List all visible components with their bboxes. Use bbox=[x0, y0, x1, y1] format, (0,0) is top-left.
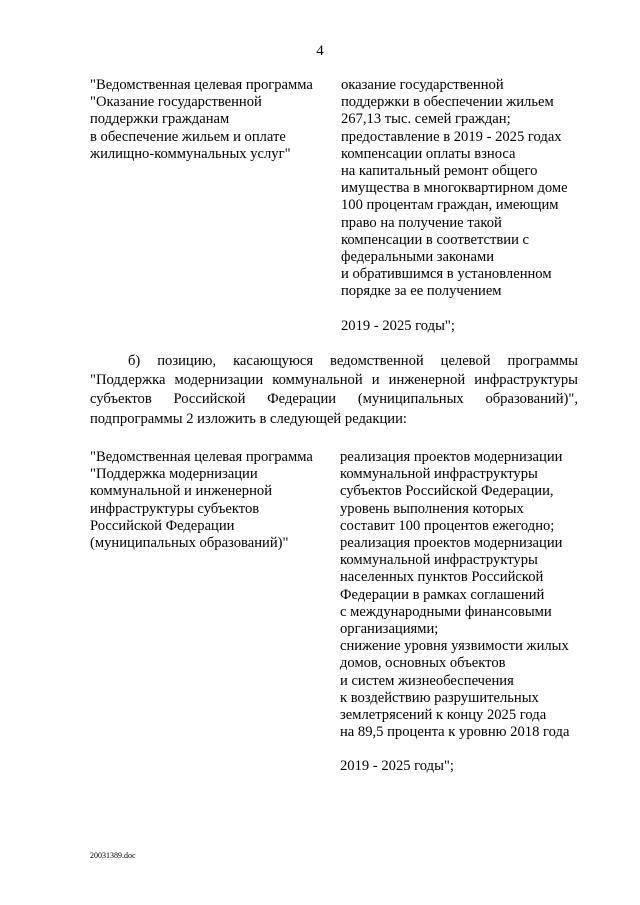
program-result-line: и обратившимся в установленном bbox=[341, 266, 552, 283]
program-results-column bbox=[341, 77, 586, 335]
program-period: 2019 - 2025 годы"; bbox=[341, 317, 455, 334]
program-name-line: "Ведомственная целевая программа bbox=[90, 77, 313, 93]
program-name-line: в обеспечение жильем и оплате bbox=[90, 128, 286, 145]
program-result-line: к воздействию разрушительных bbox=[340, 689, 539, 706]
paragraph-line: б) позицию, касающуюся ведомственной целевой программы bbox=[128, 353, 578, 369]
program-name-line: (муниципальных образований)" bbox=[90, 535, 289, 552]
program-result-line: имущества в многоквартирном доме bbox=[341, 180, 568, 197]
paragraph-line: субъектов Российской Федерации (муниципальных образований)", bbox=[90, 391, 578, 408]
program-name-line: Российской Федерации bbox=[90, 517, 235, 534]
program-result-line: населенных пунктов Российской bbox=[340, 569, 544, 586]
amendment-paragraph bbox=[90, 352, 578, 429]
program-result-line: снижение уровня уязвимости жилых bbox=[340, 638, 569, 655]
program-result-line: Федерации в рамках соглашений bbox=[340, 586, 545, 603]
program-result-line: на 89,5 процента к уровню 2018 года bbox=[340, 724, 570, 741]
program-result-line: порядке за ее получением bbox=[341, 283, 502, 300]
program-result-line: коммунальной инфраструктуры bbox=[340, 552, 538, 569]
program-name-line: поддержки гражданам bbox=[90, 111, 230, 128]
program-result-line: право на получение такой bbox=[341, 214, 502, 231]
program-result-line: и систем жизнеобеспечения bbox=[340, 672, 514, 689]
program-result-line: поддержки в обеспечении жильем bbox=[341, 94, 554, 111]
program-result-line: 267,13 тыс. семей граждан; bbox=[341, 111, 511, 128]
program-result-line: компенсации оплаты взноса bbox=[341, 145, 516, 162]
program-results-column bbox=[340, 449, 585, 776]
program-result-line: домов, основных объектов bbox=[340, 655, 506, 672]
program-name-line: инфраструктуры субъектов bbox=[90, 500, 260, 517]
program-name-column bbox=[90, 449, 330, 552]
program-result-line: коммунальной инфраструктуры bbox=[340, 466, 538, 483]
program-result-line: с международными финансовыми bbox=[340, 603, 552, 620]
program-name-column bbox=[90, 77, 330, 163]
program-name-line: "Оказание государственной bbox=[90, 94, 262, 111]
program-result-line: федеральными законами bbox=[341, 249, 495, 266]
program-result-line: 100 процентам граждан, имеющим bbox=[341, 197, 559, 214]
program-name-line: "Ведомственная целевая программа bbox=[90, 449, 313, 465]
program-result-line: уровень выполнения которых bbox=[340, 500, 524, 517]
program-result-line: компенсации в соответствии с bbox=[341, 231, 530, 248]
program-result-line: составит 100 процентов ежегодно; bbox=[340, 517, 555, 534]
program-result-line: землетрясений к концу 2025 года bbox=[340, 707, 547, 724]
program-result-line: предоставление в 2019 - 2025 годах bbox=[341, 128, 562, 145]
document-file-code: 20031389.doc bbox=[90, 851, 136, 860]
paragraph-line: "Поддержка модернизации коммунальной и инженерной инфраструктуры bbox=[90, 372, 578, 389]
program-name-line: "Поддержка модернизации bbox=[90, 466, 258, 483]
program-result-line: реализация проектов модернизации bbox=[340, 535, 563, 552]
program-period: 2019 - 2025 годы"; bbox=[340, 758, 454, 775]
paragraph-line: подпрограммы 2 изложить в следующей редакции: bbox=[90, 410, 407, 427]
program-result-line: оказание государственной bbox=[341, 77, 504, 93]
program-name-line: коммунальной и инженерной bbox=[90, 483, 273, 500]
page-number: 4 bbox=[316, 43, 324, 59]
program-result-line: субъектов Российской Федерации, bbox=[340, 483, 554, 500]
program-result-line: реализация проектов модернизации bbox=[340, 449, 563, 465]
program-result-line: организациями; bbox=[340, 621, 439, 638]
program-result-line: на капитальный ремонт общего bbox=[341, 163, 538, 180]
program-name-line: жилищно-коммунальных услуг" bbox=[90, 145, 291, 162]
